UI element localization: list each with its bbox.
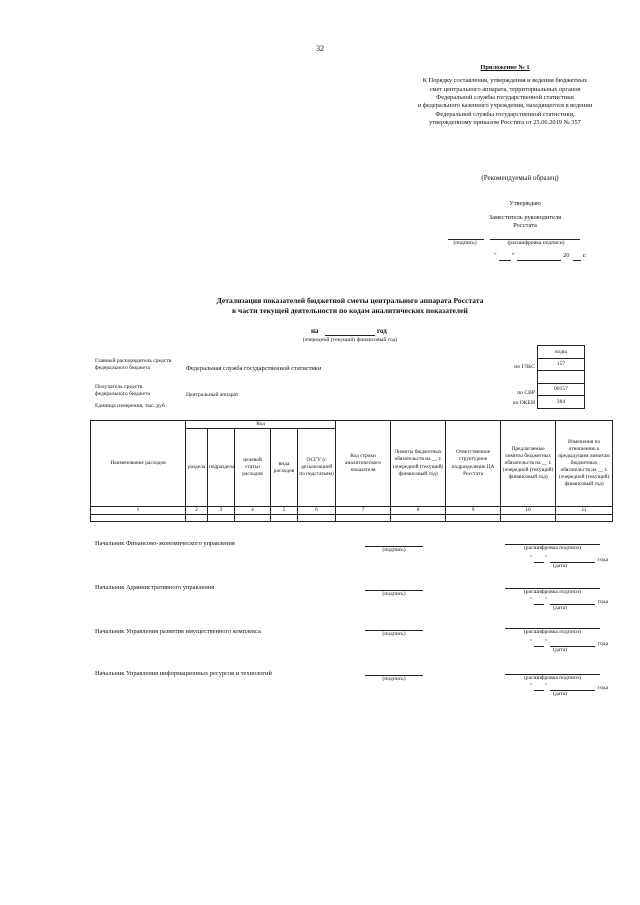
unit-label: Единица измерения, тыс. руб <box>95 403 165 409</box>
heading-for: на <box>311 327 319 335</box>
code-label-okei: по ОКЕИ <box>512 400 535 406</box>
col-number: 5 <box>271 507 298 515</box>
date-quote: " <box>545 683 548 689</box>
heading-line: Детализация показателей бюджетной сметы центрального аппарата Росстата <box>216 296 484 305</box>
date-caption: (дата) <box>553 605 567 611</box>
year-word: года <box>598 557 609 563</box>
approver-position-line: Заместитель руководителя <box>488 214 562 221</box>
page-number: 32 <box>316 44 324 53</box>
decoding-caption: (расшифровка подписи) <box>523 629 582 635</box>
col-number: 2 <box>186 507 208 515</box>
codes-table <box>537 345 585 409</box>
recipient-value: Центральный аппарат <box>186 392 239 398</box>
signatory-title: Начальник Административного управления <box>95 584 215 591</box>
date-caption: (дата) <box>553 691 567 697</box>
col-number: 9 <box>446 507 501 515</box>
heading-year: год <box>377 327 387 335</box>
date-quote: " <box>545 639 548 645</box>
signature-caption: (подпись) <box>382 676 406 682</box>
col-name-header: Наименование расходов <box>91 421 186 507</box>
signature-caption: (подпись) <box>382 591 406 597</box>
heading-line: в части текущей деятельности по кодам аналитических показателей <box>232 306 468 316</box>
code-value-okei: 384 <box>538 396 585 409</box>
col-planned-header: Предлагаемые лимиты бюджетных обязательств на __ г. (очередной (текущий) финансовый год) <box>501 421 556 507</box>
signatory-title: Начальник Управления информационных ресурсов и технологий <box>95 670 272 677</box>
date-quote: " <box>545 555 548 561</box>
col-analytic-header: Код строки аналитического показателя <box>336 421 391 507</box>
signatory-title: Начальник Управления развития имущественного комплекса <box>95 628 261 635</box>
document-heading <box>140 296 560 317</box>
appendix-line: К Порядку составления, утверждения и ведения бюджетных <box>422 77 588 85</box>
col-osgu-header: ОСГУ (с детализацией по подстатьям) <box>298 429 336 507</box>
recipient-label-line: Получатель средств <box>95 384 143 390</box>
col-number: 11 <box>556 507 613 515</box>
manager-label-line: федерального бюджета <box>95 364 151 371</box>
col-number: 8 <box>391 507 446 515</box>
manager-label <box>95 358 171 372</box>
code-label-glbs: по ГЛБС <box>514 364 535 370</box>
approval-signature-caption: (подпись) <box>453 240 477 246</box>
col-code-header: Код <box>186 421 336 429</box>
date-caption: (дата) <box>553 563 567 569</box>
col-number: 4 <box>235 507 271 515</box>
signature-caption: (подпись) <box>382 547 406 553</box>
appendix-line: Федеральной службы государственной статистики <box>436 93 574 101</box>
col-number: 1 <box>91 507 186 515</box>
code-value-glbs: 157 <box>538 358 585 371</box>
col-number: 3 <box>208 507 235 515</box>
manager-value: Федеральная служба государственной статистики <box>186 365 322 372</box>
year-word: года <box>598 599 609 605</box>
codes-header: коды <box>538 346 585 359</box>
date-quote-close: " <box>512 252 515 259</box>
col-number: 7 <box>336 507 391 515</box>
col-type-header: вида расходов <box>271 429 298 507</box>
date-quote: " <box>530 639 533 645</box>
col-changes-header: Изменения по отношению к предыдущим лимитам бюджетных обязательств на __ г. (очередной (текущий) финансовый год) <box>556 421 613 507</box>
recipient-label-line: федерального бюджета <box>95 390 151 397</box>
indicators-table <box>90 420 613 522</box>
col-number: 10 <box>501 507 556 515</box>
code-value-svr: 00157 <box>538 383 585 396</box>
date-quote-open: " <box>494 252 497 259</box>
approver-position-line: Росстата <box>513 222 537 230</box>
approver-position <box>470 214 580 231</box>
appendix-line: и федерального казенного учреждения, находящегося в ведении <box>417 102 593 110</box>
col-number: 6 <box>298 507 336 515</box>
year-word: года <box>598 641 609 647</box>
appendix-line: смет центрального аппарата, территориальных органов <box>429 85 581 93</box>
heading-year-caption: (очередной (текущий) финансовый год) <box>302 337 398 343</box>
col-target-header: целевой статьи расходов <box>235 429 271 507</box>
code-empty <box>538 371 585 384</box>
recommended-sample: (Рекомендуемый образец) <box>481 174 559 182</box>
recipient-label <box>95 384 150 398</box>
decoding-caption: (расшифровка подписи) <box>523 545 582 551</box>
appendix-block <box>390 64 620 127</box>
appendix-line: Федеральной службы государственной статистики, <box>435 110 575 118</box>
appendix-line: утвержденному приказом Росстата от 25.06.2019 № 357 <box>429 118 581 126</box>
date-caption: (дата) <box>553 647 567 653</box>
decoding-caption: (расшифровка подписи) <box>523 675 582 681</box>
signature-caption: (подпись) <box>382 631 406 637</box>
date-quote: " <box>530 555 533 561</box>
date-quote: " <box>530 683 533 689</box>
year-word: года <box>598 685 609 691</box>
date-year-prefix: 20 <box>563 252 570 259</box>
col-section-header: раздела <box>186 429 208 507</box>
decoding-caption: (расшифровка подписи) <box>523 589 582 595</box>
date-year-suffix: г. <box>583 252 587 259</box>
approve-label: Утверждаю <box>509 200 541 207</box>
table-row <box>91 515 613 522</box>
date-quote: " <box>530 597 533 603</box>
approval-decoding-caption: (расшифровка подписи) <box>507 240 565 246</box>
col-limits-header: Лимиты бюджетных обязательств на __ г. (очередной (текущий) финансовый год) <box>391 421 446 507</box>
appendix-title: Приложение № 1 <box>480 64 530 71</box>
col-responsible-header: Ответственное структурное подразделение ЦА Росстата <box>446 421 501 507</box>
date-quote: " <box>545 597 548 603</box>
manager-label-line: Главный распорядитель средств <box>95 358 172 364</box>
col-subsection-header: подраздела <box>208 429 235 507</box>
code-label-svr: по СВР <box>517 390 535 396</box>
signatory-title: Начальник Финансово-экономического управления <box>95 540 235 547</box>
